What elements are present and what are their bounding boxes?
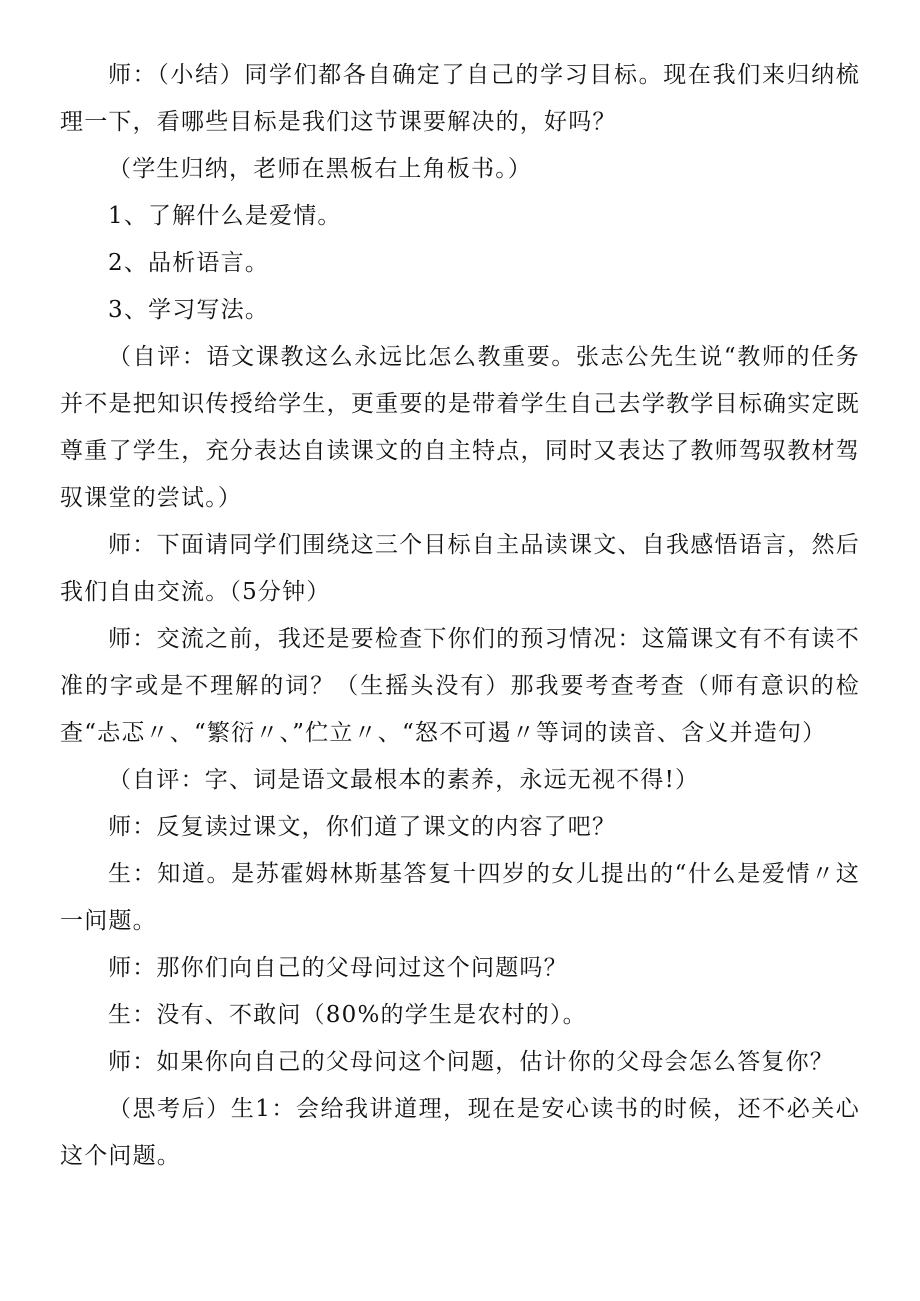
document-page (60, 52, 860, 1180)
paragraph-student-summary-note: （学生归纳，老师在黑板右上角板书。） (108, 156, 533, 182)
paragraph-student-answer-3: （思考后）生1：会给我讲道理，现在是安心读书的时候，还不必关心这个问题。 (60, 1096, 860, 1169)
paragraph-self-review-2: （自评：字、词是语文最根本的素养，永远无视不得!） (108, 767, 700, 793)
paragraph-teacher-question-1: 师：反复读过课文，你们道了课文的内容了吧？ (108, 814, 617, 840)
list-item-goal-2: 2、品析语言。 (108, 250, 270, 276)
paragraph-self-review-1: （自评：语文课教这么永远比怎么教重要。张志公先生说“教师的任务并不是把知识传授给学生，更重要的是带着学生自己去学教学目标确实定既尊重了学生，充分表达自读课文的自主特点，同时又表达了教师驾驭教材驾驭课堂的尝试。） (60, 344, 860, 511)
paragraph-teacher-question-2: 师：那你们向自己的父母问过这个问题吗？ (108, 955, 568, 981)
paragraph-teacher-question-3: 师：如果你向自己的父母问这个问题，估计你的父母会怎么答复你？ (108, 1049, 834, 1075)
list-item-goal-1: 1、了解什么是爱情。 (108, 203, 342, 229)
paragraph-teacher-check: 师：交流之前，我还是要检查下你们的预习情况：这篇课文有不有读不准的字或是不理解的词？（生摇头没有）那我要考查考查（师有意识的检查“忐忑〃、“繁衍〃、”伫立〃、“怒不可遏〃等词的读音、含义并造句） (60, 626, 860, 746)
paragraph-teacher-instruction: 师：下面请同学们围绕这三个目标自主品读课文、自我感悟语言，然后我们自由交流。（5分钟） (60, 532, 860, 605)
paragraph-teacher-summary: 师：（小结）同学们都各自确定了自己的学习目标。现在我们来归纳梳理一下，看哪些目标是我们这节课要解决的，好吗？ (60, 62, 860, 135)
list-item-goal-3: 3、学习写法。 (108, 297, 270, 323)
paragraph-student-answer-2: 生：没有、不敢问（80%的学生是农村的）。 (108, 1002, 587, 1028)
paragraph-student-answer-1: 生：知道。是苏霍姆林斯基答复十四岁的女儿提出的“什么是爱情〃这一问题。 (60, 861, 860, 934)
